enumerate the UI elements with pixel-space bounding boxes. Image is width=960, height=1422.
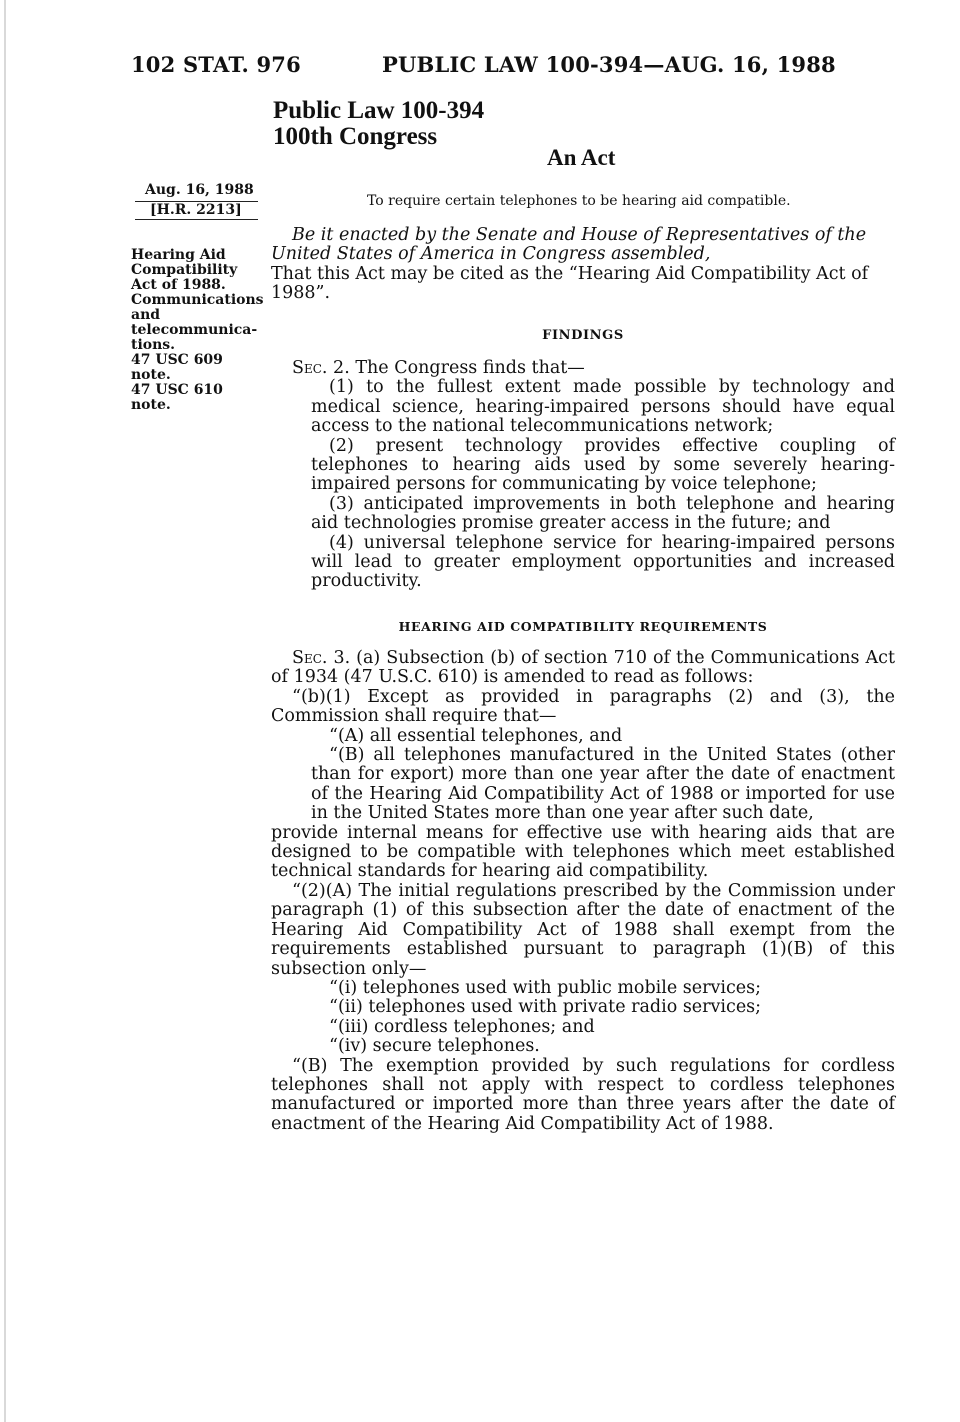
finding-item: (4) universal telephone service for hearing-impaired persons will lead to greater employment opportunities and increased productivity.	[311, 532, 895, 592]
paragraph-b1: “(b)(1) Except as provided in paragraphs (2) and (3), the Commission shall require that—	[271, 686, 895, 727]
margin-note: tions.	[131, 337, 176, 353]
margin-notes	[131, 247, 264, 413]
section-label: Sec. 3.	[292, 648, 351, 668]
enacting-line-1: Be it enacted by the Senate and House of Representatives of the	[292, 225, 867, 245]
margin-note: Communications	[131, 292, 264, 308]
paragraph-b1-tail: provide internal means for effective use with hearing aids that are designed to be compatible with telephones which meet established technical standards for hearing aid compatibility.	[271, 822, 895, 882]
purpose-line: To require certain telephones to be hearing aid compatible.	[367, 193, 791, 209]
requirements-section	[271, 649, 895, 1134]
requirements-heading: HEARING AID COMPATIBILITY REQUIREMENTS	[398, 619, 768, 634]
paragraph-b2b: “(B) The exemption provided by such regulations for cordless telephones shall not apply with respect to cordless telephones manufactured or imported more than three years after the date of enactment of the Hearing Aid Compatibility Act of 1988.	[271, 1055, 895, 1134]
subparagraph-b1-a: “(A) all essential telephones, and	[329, 725, 623, 746]
clause-item: “(i) telephones used with public mobile services;	[329, 977, 761, 998]
subparagraph-b1-b: “(B) all telephones manufactured in the United States (other than for export) more than one year after the date of enactment of the Hearing Aid Compatibility Act of 1988 or imported for use in the United States more than one year after such date,	[311, 745, 895, 824]
running-head: PUBLIC LAW 100-394—AUG. 16, 1988	[382, 52, 836, 77]
findings-heading: FINDINGS	[542, 328, 624, 343]
clause-item: “(iii) cordless telephones; and	[329, 1016, 595, 1037]
margin-note: Act of 1988.	[131, 277, 226, 293]
clause-item: “(iv) secure telephones.	[329, 1036, 540, 1057]
findings-section	[271, 359, 895, 592]
margin-note: Hearing Aid	[131, 247, 226, 263]
an-act-title: An Act	[547, 145, 616, 170]
margin-bill-number: [H.R. 2213]	[150, 202, 242, 218]
page-citation: 102 STAT. 976	[131, 52, 301, 77]
finding-item: (1) to the fullest extent made possible by technology and medical science, hearing-impaired persons should have equal access to the national telecommunications network;	[311, 377, 895, 437]
enacting-line-2: United States of America in Congress assembled,	[271, 244, 711, 265]
section-label: Sec. 2.	[292, 358, 350, 378]
margin-note: Compatibility	[131, 262, 238, 278]
public-law-number: Public Law 100-394	[273, 97, 485, 124]
finding-item: (3) anticipated improvements in both telephone and hearing aid technologies promise greater access in the future; and	[311, 493, 895, 534]
paragraph-b2a: “(2)(A) The initial regulations prescribed by the Commission under paragraph (1) of this subsection after the date of enactment of the Hearing Aid Compatibility Act of 1988 shall exempt from the requirements established pursuant to paragraph (1)(B) of this subsection only—	[271, 880, 895, 979]
requirements-intro: (a) Subsection (b) of section 710 of the Communications Act of 1934 (47 U.S.C. 610) is amended to read as follows:	[271, 648, 895, 688]
margin-note: and	[131, 307, 161, 323]
margin-note: 47 USC 609 note.	[131, 352, 223, 383]
margin-note: telecommunica-	[131, 322, 258, 338]
page-edge-shadow	[4, 0, 6, 1422]
finding-item: (2) present technology provides effective coupling of telephones to hearing aids used by some severely hearing-impaired persons for communicating by voice telephone;	[311, 435, 895, 495]
findings-intro: The Congress finds that—	[355, 358, 585, 378]
margin-note: 47 USC 610 note.	[131, 382, 223, 413]
enacting-clause	[271, 226, 895, 304]
congress-number: 100th Congress	[273, 123, 438, 150]
margin-rule-bottom	[135, 219, 258, 220]
clause-item: “(ii) telephones used with private radio services;	[329, 997, 762, 1018]
margin-date: Aug. 16, 1988	[145, 182, 254, 198]
short-title: That this Act may be cited as the “Hearing Aid Compatibility Act of 1988”.	[271, 263, 869, 304]
